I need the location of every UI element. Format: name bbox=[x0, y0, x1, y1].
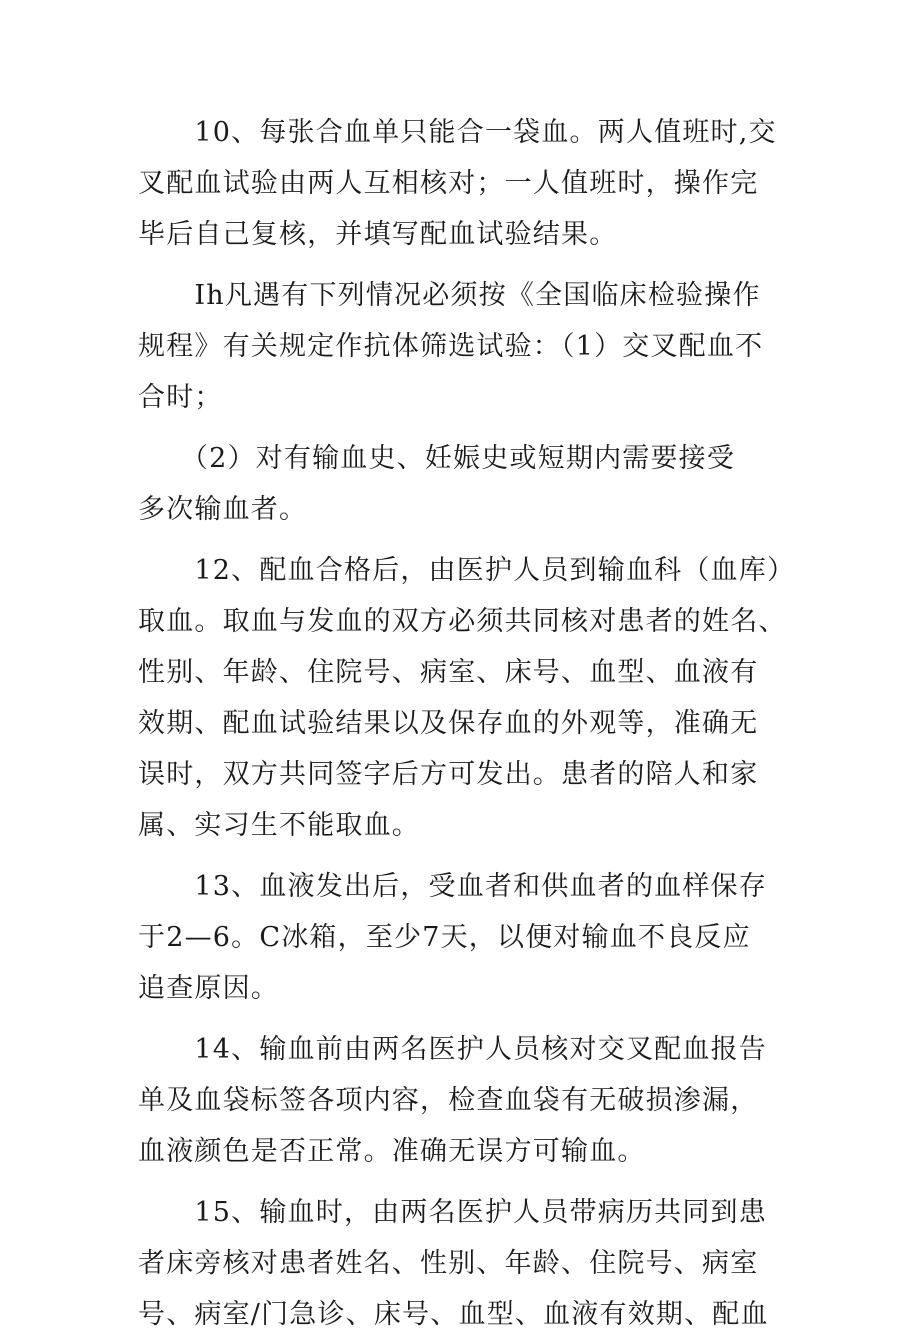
paragraph-line: Ih凡遇有下列情况必须按《全国临床检验操作 bbox=[138, 280, 761, 311]
paragraph-line: 效期、配血试验结果以及保存血的外观等，准确无 bbox=[138, 708, 759, 739]
paragraph-line: 叉配血试验由两人互相核对；一人值班时，操作完 bbox=[138, 168, 759, 199]
paragraph-11-item-2 bbox=[138, 433, 800, 535]
paragraph-line: 于2—6。C冰箱，至少7天，以便对输血不良反应 bbox=[138, 922, 751, 953]
paragraph-10 bbox=[138, 107, 800, 260]
paragraph-line: 规程》有关规定作抗体筛选试验：（1）交叉配血不 bbox=[138, 331, 764, 362]
paragraph-line: 13、血液发出后，受血者和供血者的血样保存 bbox=[138, 871, 767, 902]
paragraph-line: 毕后自己复核，并填写配血试验结果。 bbox=[138, 219, 618, 250]
paragraph-12 bbox=[138, 545, 800, 851]
paragraph-14 bbox=[138, 1024, 800, 1177]
paragraph-line: 10、每张合血单只能合一袋血。两人值班时,交 bbox=[138, 117, 777, 148]
document-body bbox=[138, 107, 800, 1340]
paragraph-line: 性别、年龄、住院号、病室、床号、血型、血液有 bbox=[138, 657, 759, 688]
paragraph-line: 14、输血前由两名医护人员核对交叉配血报告 bbox=[138, 1034, 767, 1065]
paragraph-15 bbox=[138, 1187, 800, 1340]
paragraph-line: 单及血袋标签各项内容，检查血袋有无破损渗漏， bbox=[138, 1085, 759, 1116]
paragraph-line: 取血。取血与发血的双方必须共同核对患者的姓名、 bbox=[138, 606, 787, 637]
paragraph-line: 者床旁核对患者姓名、性别、年龄、住院号、病室 bbox=[138, 1248, 759, 1279]
paragraph-line: 12、配血合格后，由医护人员到输血科（血库） bbox=[138, 555, 796, 586]
paragraph-line: 号、病室/门急诊、床号、血型、血液有效期、配血 bbox=[138, 1299, 769, 1330]
paragraph-13 bbox=[138, 861, 800, 1014]
paragraph-11 bbox=[138, 270, 800, 423]
paragraph-line: 误时，双方共同签字后方可发出。患者的陪人和家 bbox=[138, 759, 759, 790]
paragraph-line: （2）对有输血史、妊娠史或短期内需要接受 bbox=[138, 443, 736, 474]
paragraph-line: 多次输血者。 bbox=[138, 494, 308, 525]
paragraph-line: 合时； bbox=[138, 382, 223, 413]
paragraph-line: 属、实习生不能取血。 bbox=[138, 810, 420, 841]
paragraph-line: 15、输血时，由两名医护人员带病历共同到患 bbox=[138, 1197, 767, 1228]
paragraph-line: 追查原因。 bbox=[138, 973, 279, 1004]
paragraph-line: 血液颜色是否正常。准确无误方可输血。 bbox=[138, 1136, 646, 1167]
